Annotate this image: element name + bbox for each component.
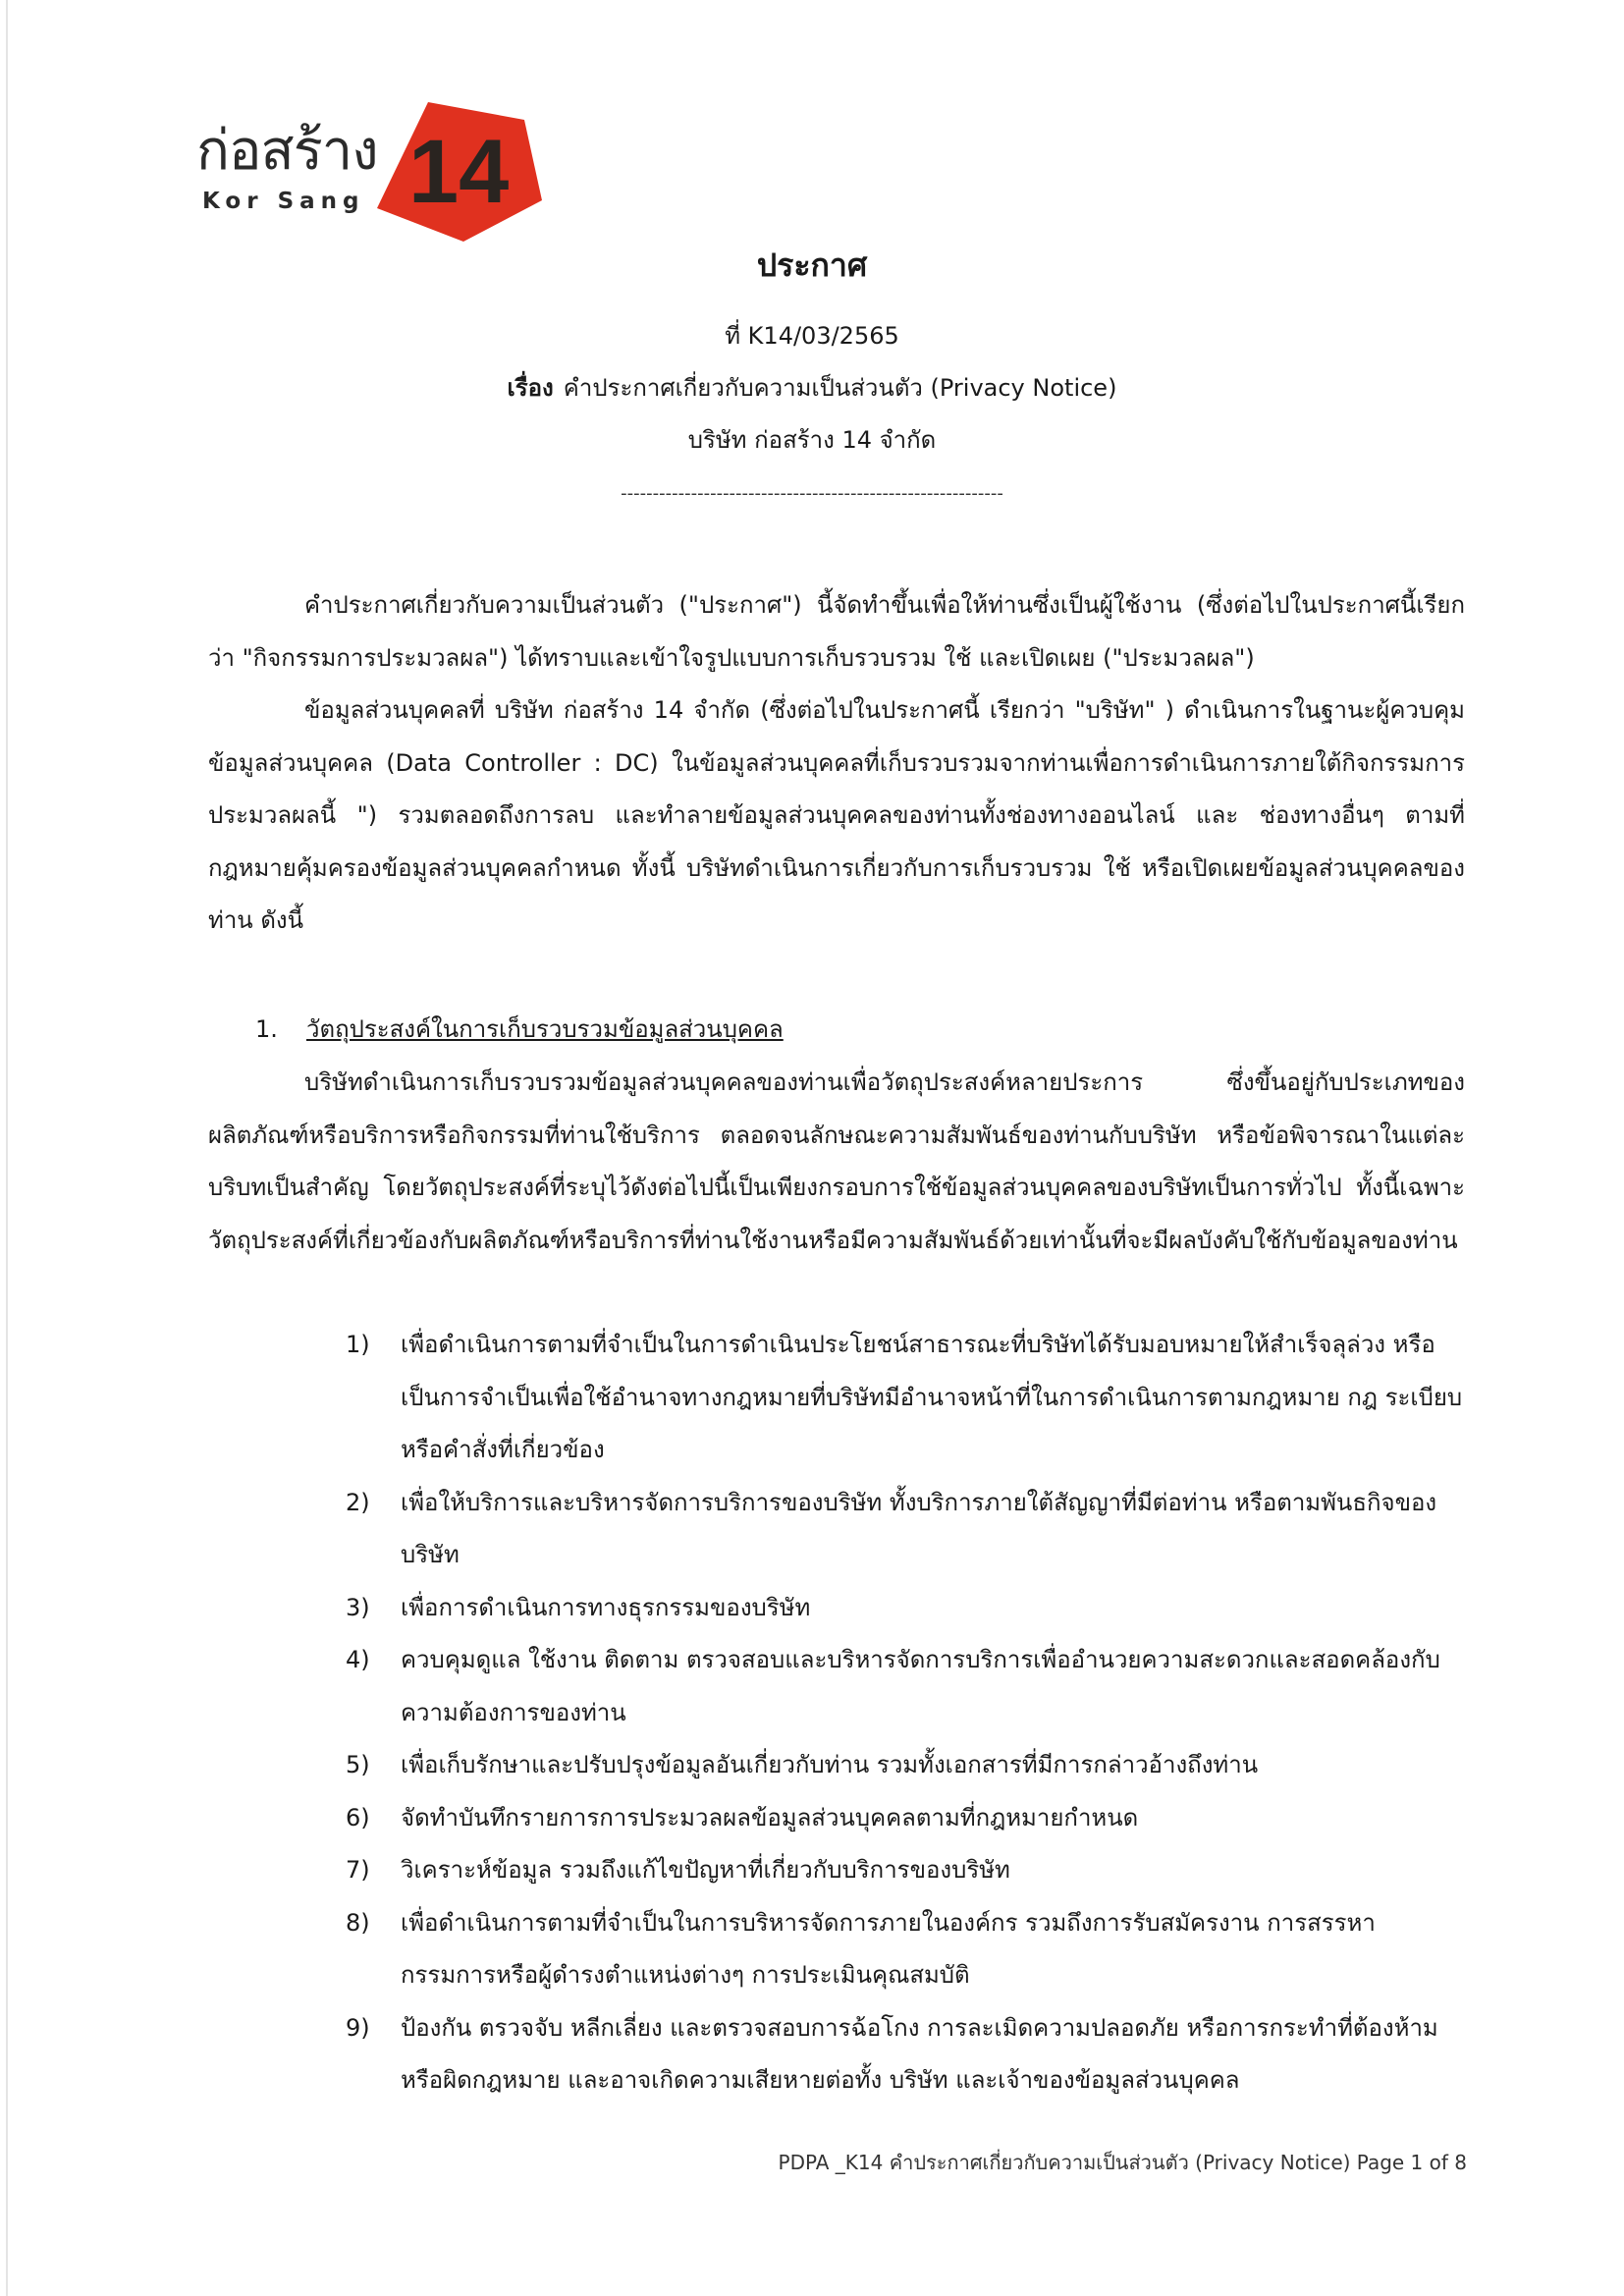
header-divider: ------------------------------------------------------------ [621,483,1003,504]
purpose-list [346,1319,1465,2107]
section-1-number: 1. [255,1015,278,1043]
list-item: 9) ป้องกัน ตรวจจับ หลีกเลี่ยง และตรวจสอบการฉ้อโกง การละเมิดความปลอดภัย หรือการกระทำที่ต้องห้าม หรือผิดกฎหมาย และอาจเกิดความเสียหายต่อทั้ง บริษัท และเจ้าของข้อมูลส่วนบุคคล [346,2013,1438,2094]
logo-pentagon-icon [369,98,546,246]
logo-number: 14 [408,122,510,222]
list-item: 2) เพื่อให้บริการและบริหารจัดการบริการของบริษัท ทั้งบริการภายใต้สัญญาที่มีต่อท่าน หรือตามพันธกิจของบริษัท [346,1488,1437,1568]
page-title: ประกาศ [756,246,868,284]
document-subject [0,368,1624,407]
logo-thai-text: ก่อสร้าง [196,119,378,183]
list-item: 7) วิเคราะห์ข้อมูล รวมถึงแก้ไขปัญหาที่เกี่ยวกับบริการของบริษัท [346,1856,1010,1884]
intro-paragraph-2: ข้อมูลส่วนบุคคลที่ บริษัท ก่อสร้าง 14 จำกัด (ซึ่งต่อไปในประกาศนี้ เรียกว่า "บริษัท" ) ดำเนินการในฐานะผู้ควบคุมข้อมูลส่วนบุคคล (Data Controller : DC) ในข้อมูลส่วนบุคคลที่เก็บรวบรวมจากท่านเพื่อการดำเนินการภายใต้กิจกรรมการประมวลผลนี้ ") รวมตลอดถึงการลบ และทำลายข้อมูลส่วนบุคคลของท่านทั้งช่องทางออนไลน์ และ ช่องทางอื่นๆ ตามที่กฎหมายคุ้มครองข้อมูลส่วนบุคคลกำหนด ทั้งนี้ บริษัทดำเนินการเกี่ยวกับการเก็บรวบรวม ใช้ หรือเปิดเผยข้อมูลส่วนบุคคลของท่าน ดังนี้ [208,696,1465,934]
list-item: 1) เพื่อดำเนินการตามที่จำเป็นในการดำเนินประโยชน์สาธารณะที่บริษัทได้รับมอบหมายให้สำเร็จลุล่วง หรือเป็นการจำเป็นเพื่อใช้อำนาจทางกฎหมายที่บริษัทมีอำนาจหน้าที่ในการดำเนินการตามกฎหมาย กฎ ระเบียบหรือคำสั่งที่เกี่ยวข้อง [346,1331,1463,1463]
list-item: 5) เพื่อเก็บรักษาและปรับปรุงข้อมูลอันเกี่ยวกับท่าน รวมทั้งเอกสารที่มีการกล่าวอ้างถึงท่าน [346,1751,1259,1778]
logo-english-text: Kor Sang [202,189,365,214]
list-item: 8) เพื่อดำเนินการตามที่จำเป็นในการบริหารจัดการภายในองค์กร รวมถึงการรับสมัครงาน การสรรหากรรมการหรือผู้ดำรงตำแหน่งต่างๆ การประเมินคุณสมบัติ [346,1908,1376,1989]
page-footer: PDPA _K14 คำประกาศเกี่ยวกับความเป็นส่วนตัว (Privacy Notice) Page 1 of 8 [778,2151,1467,2174]
section-1-heading [255,1004,784,1057]
list-item: 6) จัดทำบันทึกรายการการประมวลผลข้อมูลส่วนบุคคลตามที่กฎหมายกำหนด [346,1803,1139,1831]
document-number: ที่ K14/03/2565 [725,322,899,350]
section-1-title: วัตถุประสงค์ในการเก็บรวบรวมข้อมูลส่วนบุคคล [306,1015,784,1043]
subject-label: เรื่อง [507,374,554,402]
company-name: บริษัท ก่อสร้าง 14 จำกัด [687,426,937,454]
section-1-body: บริษัทดำเนินการเก็บรวบรวมข้อมูลส่วนบุคคลของท่านเพื่อวัตถุประสงค์หลายประการ ซึ่งขึ้นอยู่กับประเภทของผลิตภัณฑ์หรือบริการหรือกิจกรรมที่ท่านใช้บริการ ตลอดจนลักษณะความสัมพันธ์ของท่านกับบริษัท หรือข้อพิจารณาในแต่ละบริบทเป็นสำคัญ โดยวัตถุประสงค์ที่ระบุไว้ดังต่อไปนี้เป็นเพียงกรอบการใช้ข้อมูลส่วนบุคคลของบริษัทเป็นการทั่วไป ทั้งนี้เฉพาะวัตถุประสงค์ที่เกี่ยวข้องกับผลิตภัณฑ์หรือบริการที่ท่านใช้งานหรือมีความสัมพันธ์ด้วยเท่านั้นที่จะมีผลบังคับใช้กับข้อมูลของท่าน [208,1068,1465,1254]
intro-paragraph-1: คำประกาศเกี่ยวกับความเป็นส่วนตัว ("ประกาศ") นี้จัดทำขึ้นเพื่อให้ท่านซึ่งเป็นผู้ใช้งาน (ซึ่งต่อไปในประกาศนี้เรียกว่า "กิจกรรมการประมวลผล") ได้ทราบและเข้าใจรูปแบบการเก็บรวบรวม ใช้ และเปิดเผย ("ประมวลผล") [208,591,1465,672]
list-item: 3) เพื่อการดำเนินการทางธุรกรรมของบริษัท [346,1593,811,1621]
company-logo [196,98,550,246]
subject-text: คำประกาศเกี่ยวกับความเป็นส่วนตัว (Privacy Notice) [563,374,1117,402]
list-item: 4) ควบคุมดูแล ใช้งาน ติดตาม ตรวจสอบและบริหารจัดการบริการเพื่ออำนวยความสะดวกและสอดคล้องกับความต้องการของท่าน [346,1646,1440,1726]
